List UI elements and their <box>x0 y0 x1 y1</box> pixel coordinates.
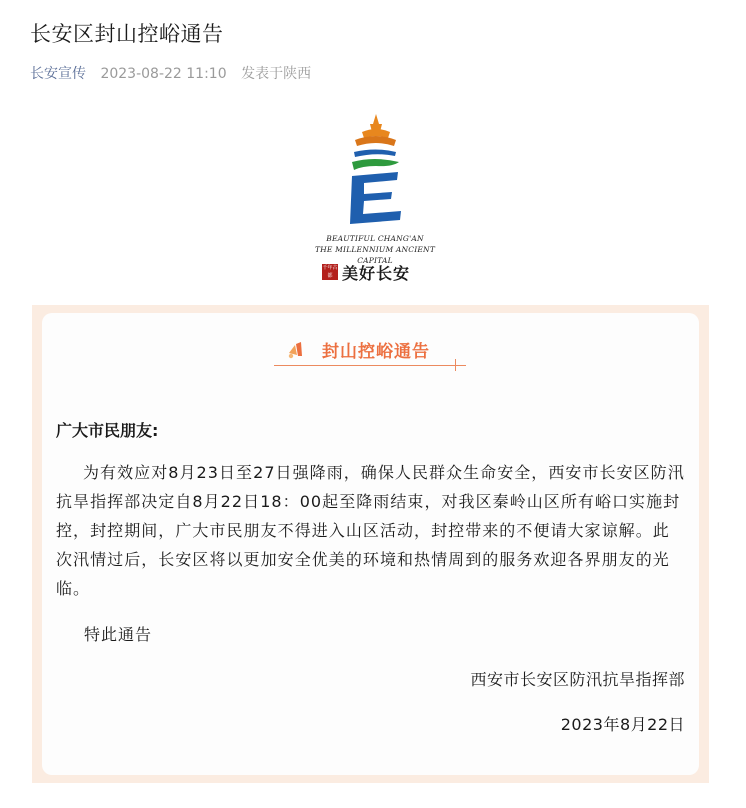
megaphone-icon <box>286 341 308 361</box>
notice-header <box>274 333 466 373</box>
notice-heading: 封山控峪通告 <box>322 342 430 362</box>
notice-body: 为有效应对8月23日至27日强降雨，确保人民群众生命安全，西安市长安区防汛抗旱指挥部决定自8月22日18：00起至降雨结束，对我区秦岭山区所有峪口实施封控，封控期间，广大市民朋友不得进入山区活动，封控带来的不便请大家谅解。此次汛情过后，长安区将以更加安全优美的环境和热情周到的服务欢迎各界朋友的光临。 <box>56 463 685 598</box>
signature-organization: 西安市长安区防汛抗旱指挥部 <box>470 670 685 689</box>
seal-stamp: 千年古都 <box>322 265 338 279</box>
publish-time: 2023-08-22 11:10 <box>100 66 227 82</box>
article-title: 长安区封山控峪通告 <box>30 22 224 46</box>
article-meta <box>30 63 311 83</box>
heading-tick <box>455 359 456 371</box>
publish-location: 发表于陕西 <box>241 66 312 82</box>
tagline-line-1: BEAUTIFUL CHANG'AN <box>326 234 424 243</box>
brand-slogan: 美好长安 <box>342 263 411 283</box>
tagline-line-2: THE MILLENNIUM ANCIENT CAPITAL <box>314 245 436 265</box>
salutation: 广大市民朋友: <box>56 421 159 440</box>
notice-closing: 特此通告 <box>84 625 153 644</box>
author-link[interactable]: 长安宣传 <box>30 66 86 82</box>
changan-logo-mark <box>300 110 450 235</box>
signature-date: 2023年8月22日 <box>560 715 685 734</box>
brand-lockup <box>322 262 422 282</box>
heading-underline <box>274 365 466 366</box>
